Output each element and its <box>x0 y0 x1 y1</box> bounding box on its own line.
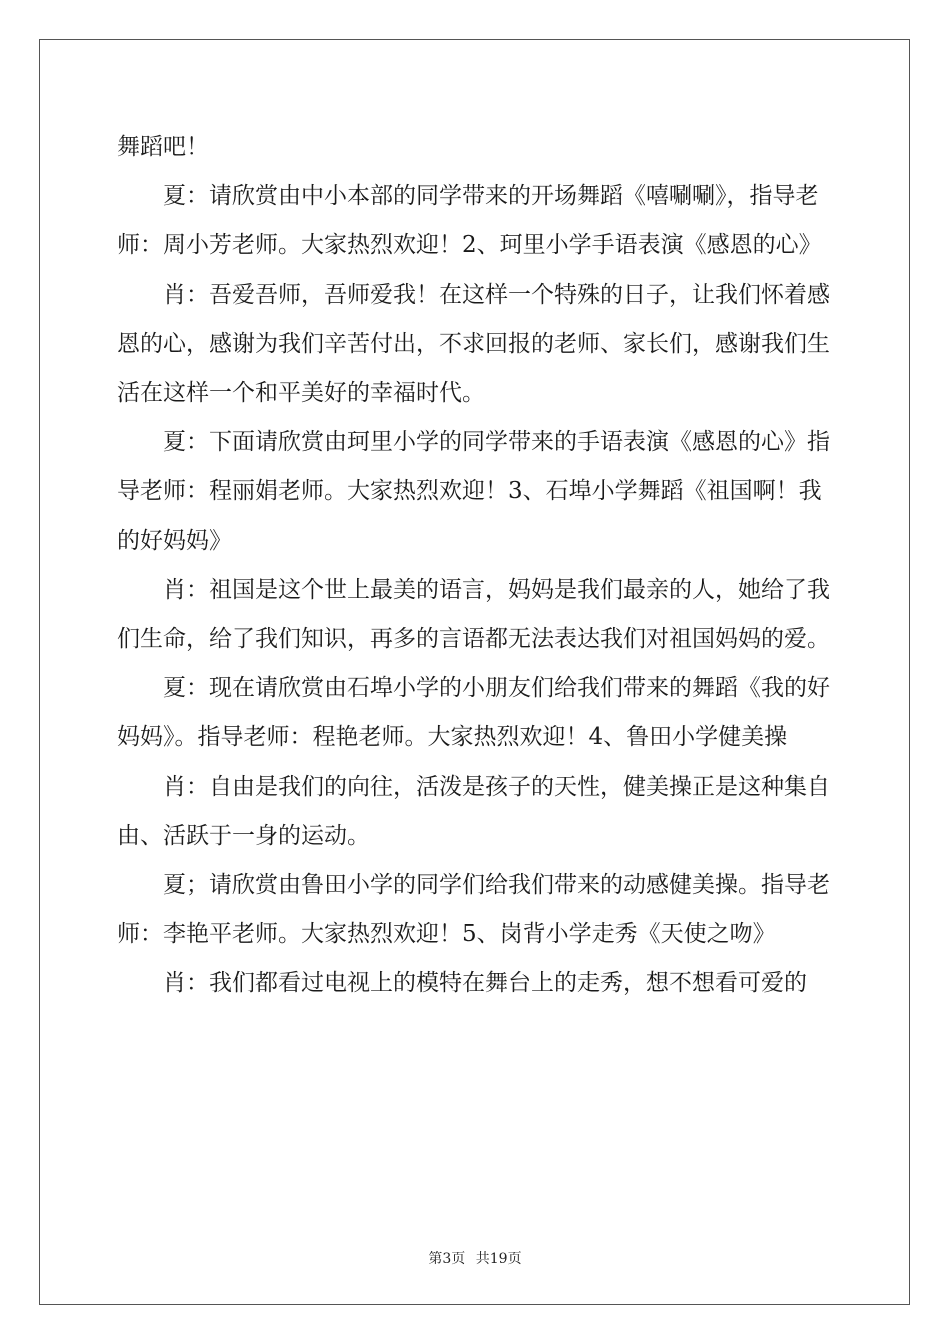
page-number: 第3页 <box>428 1251 466 1267</box>
paragraph: 肖：自由是我们的向往，活泼是孩子的天性，健美操正是这种集自由、活跃于一身的运动。 <box>117 773 830 849</box>
paragraph: 肖：吾爱吾师，吾师爱我！在这样一个特殊的日子，让我们怀着感恩的心，感谢为我们辛苦付出，不求回报的老师、家长们，感谢我们生活在这样一个和平美好的幸福时代。 <box>117 281 830 407</box>
page-footer <box>0 1248 950 1268</box>
paragraph: 夏；请欣赏由鲁田小学的同学们给我们带来的动感健美操。指导老师：李艳平老师。大家热烈欢迎！5、岗背小学走秀《天使之吻》 <box>117 872 830 948</box>
paragraph: 夏：现在请欣赏由石埠小学的小朋友们给我们带来的舞蹈《我的好妈妈》。指导老师：程艳老师。大家热烈欢迎！4、鲁田小学健美操 <box>117 675 830 751</box>
document-body <box>117 123 833 1009</box>
paragraph: 肖：祖国是这个世上最美的语言，妈妈是我们最亲的人，她给了我们生命，给了我们知识，再多的言语都无法表达我们对祖国妈妈的爱。 <box>117 576 830 653</box>
paragraph: 夏：下面请欣赏由珂里小学的同学带来的手语表演《感恩的心》指导老师：程丽娟老师。大家热烈欢迎！3、石埠小学舞蹈《祖国啊！我的好妈妈》 <box>117 429 830 554</box>
total-pages: 共19页 <box>475 1251 522 1267</box>
paragraph: 舞蹈吧！ <box>117 134 209 160</box>
paragraph: 肖：我们都看过电视上的模特在舞台上的走秀，想不想看可爱的 <box>163 970 807 997</box>
paragraph: 夏：请欣赏由中小本部的同学带来的开场舞蹈《嘻唰唰》，指导老师：周小芳老师。大家热烈欢迎！2、珂里小学手语表演《感恩的心》 <box>117 183 822 259</box>
